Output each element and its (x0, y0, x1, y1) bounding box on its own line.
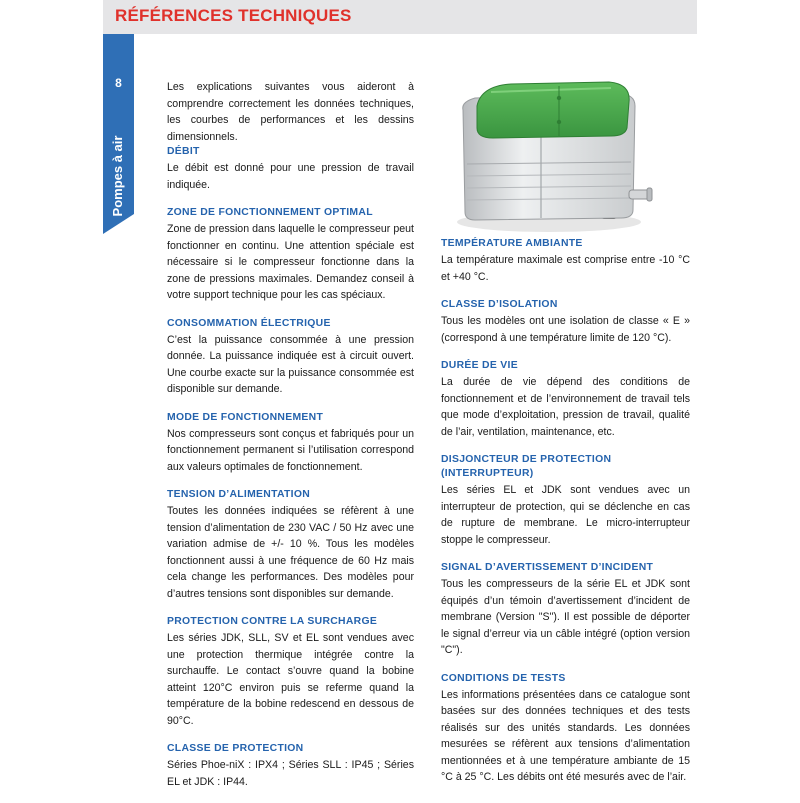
section-text: Les séries EL et JDK sont vendues avec un interrupteur de protection, qui se déclenche en cas de rupture de membrane. Le micro-interrupteur stoppe le compresseur. (441, 484, 690, 546)
section-classe-protection (167, 742, 414, 790)
page-title: RÉFÉRENCES TECHNIQUES (115, 6, 352, 25)
section-title: SIGNAL D’AVERTISSEMENT D’INCIDENT (441, 562, 654, 573)
section-temperature (441, 237, 690, 285)
section-mode-fonctionnement (167, 411, 414, 476)
section-text: La température maximale est comprise entre -10 °C et +40 °C. (441, 254, 690, 283)
section-text: Tous les modèles ont une isolation de classe « E » (correspond à une température limite de 120 °C). (441, 315, 690, 344)
section-text: C’est la puissance consommée à une pression donnée. La puissance indiquée est à circuit ouvert. Une courbe exacte sur la puissance consommée est disponible sur demande. (167, 333, 414, 395)
section-protection-surcharge (167, 615, 414, 729)
section-debit (167, 145, 414, 193)
section-tension (167, 488, 414, 602)
section-title: DÉBIT (167, 146, 200, 157)
air-pump-illustration (441, 72, 657, 238)
left-column (167, 79, 414, 803)
section-zone-fonctionnement (167, 206, 414, 304)
section-title: TEMPÉRATURE AMBIANTE (441, 238, 583, 249)
section-title: TENSION D’ALIMENTATION (167, 489, 311, 500)
section-title: DURÉE DE VIE (441, 360, 518, 371)
section-text: Nos compresseurs sont conçus et fabriqués pour un fonctionnement permanent si l’utilisation correspond aux valeurs optimales de fonctionnement. (167, 427, 414, 473)
air-pump-image (441, 72, 657, 238)
section-title: CONDITIONS DE TESTS (441, 672, 566, 684)
section-signal-avertissement (441, 561, 690, 659)
section-conditions-tests (441, 672, 690, 786)
section-text: Les séries JDK, SLL, SV et EL sont vendues avec une protection thermique intégrée contre la surchauffe. Le contact s’ouvre quand la bobine atteint 120°C environ puis se referme quand la température de la bobine redescend en dessous de 90°C. (167, 632, 414, 727)
section-isolation (441, 298, 690, 346)
section-tab (103, 34, 134, 234)
section-title: PROTECTION CONTRE LA SURCHARGE (167, 616, 378, 627)
page-number: 8 (115, 76, 122, 90)
intro-paragraph: Les explications suivantes vous aideront à comprendre correctement les données techniques, les courbes de performances et les dessins dimensionnels. (167, 81, 414, 143)
section-title: MODE DE FONCTIONNEMENT (167, 411, 324, 423)
section-label: Pompes à air (110, 135, 125, 217)
section-title: CLASSE DE PROTECTION (167, 743, 304, 754)
section-title: CONSOMMATION ÉLECTRIQUE (167, 317, 331, 329)
section-title: ZONE DE FONCTIONNEMENT OPTIMAL (167, 207, 373, 218)
section-text: Toutes les données indiquées se réfèrent à une tension d’alimentation de 230 VAC / 50 Hz avec une variation admise de +/- 10 %. Tous les modèles fonctionnent aussi à une fréquence de 60 Hz mais cela change les performances. Des modèles pour d’autres tensions sont disponibles sur demande. (167, 505, 414, 600)
section-disjoncteur (441, 453, 690, 548)
section-text: Les informations présentées dans ce catalogue sont basées sur des données techniques et des tests réalisés sur des unités standards. Les données mesurées se réfèrent aux tensions d’alimentation mentionnées et à une température ambiante de 15 °C à 25 °C. Les débits ont été mesurés avec de l’air. (441, 688, 690, 783)
section-text: Séries Phoe-niX : IPX4 ; Séries SLL : IP45 ; Séries EL et JDK : IP44. (167, 759, 414, 788)
section-title: CLASSE D’ISOLATION (441, 299, 558, 310)
section-consommation (167, 317, 414, 398)
section-text: La durée de vie dépend des conditions de fonctionnement et de l’environnement de travail tels que mode d’exploitation, pression de travail, qualité de l’air, ventilation, maintenance, etc. (441, 376, 690, 438)
section-duree-vie (441, 359, 690, 440)
section-text: Le débit est donné pour une pression de travail indiquée. (167, 162, 414, 191)
section-title: DISJONCTEUR DE PROTECTION (INTERRUPTEUR) (441, 454, 612, 479)
section-text: Zone de pression dans laquelle le compresseur peut fonctionner en continu. Une attention spéciale est nécessaire si le compresseur fonctionne dans la zone de pressions maximales. Demandez conseil à votre support technique pour les cas spéciaux. (167, 223, 414, 301)
right-column (441, 237, 690, 799)
section-text: Tous les compresseurs de la série EL et JDK sont équipés d’un témoin d’avertissement d’incident de membrane (Version "S"). Il est possible de déporter le signal d’erreur via un câble intégré (option version "C"). (441, 578, 690, 656)
